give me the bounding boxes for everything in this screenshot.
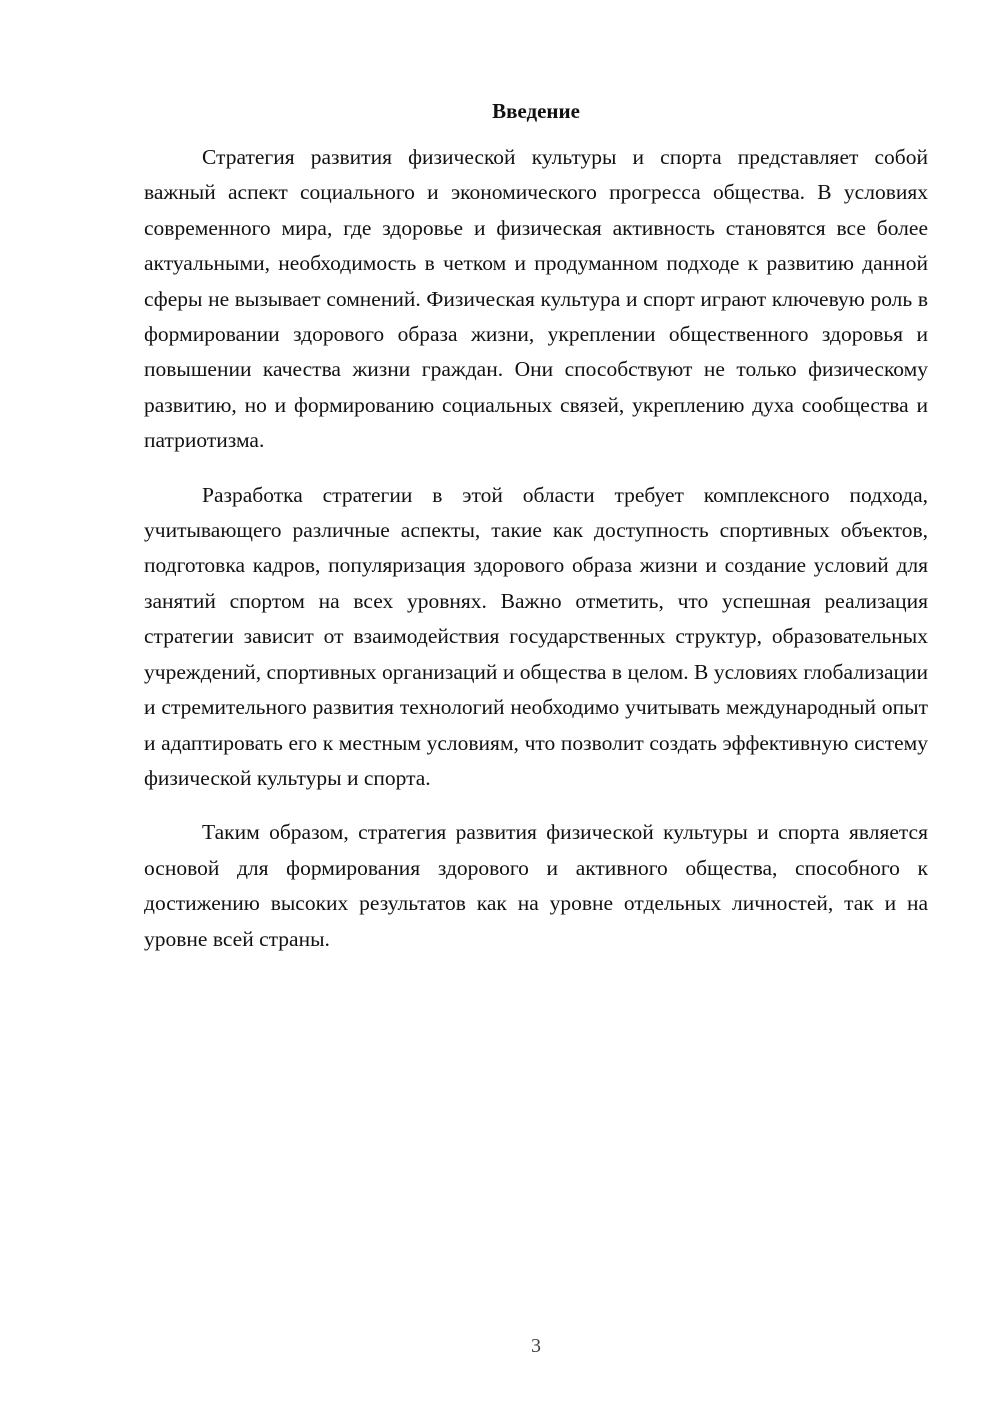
section-heading: Введение [492, 99, 580, 123]
paragraph-3: Таким образом, стратегия развития физической культуры и спорта является основой для формирования здорового и активного общества, способного к достижению высоких результатов как на уровне отдельных личностей, так и на уровне всей страны. [144, 820, 928, 951]
paragraph-2: Разработка стратегии в этой области требует комплексного подхода, учитывающего различные аспекты, такие как доступность спортивных объектов, подготовка кадров, популяризация здорового образа жизни и создание условий для занятий спортом на всех уровнях. Важно отметить, что успешная реализация стратегии зависит от взаимодействия государственных структур, образовательных учреждений, спортивных организаций и общества в целом. В условиях глобализации и стремительного развития технологий необходимо учитывать международный опыт и адаптировать его к местным условиям, что позволит создать эффективную систему физической культуры и спорта. [144, 482, 928, 790]
page-number: 3 [531, 1335, 541, 1357]
paragraph-1: Стратегия развития физической культуры и спорта представляет собой важный аспект социального и экономического прогресса общества. В условиях современного мира, где здоровье и физическая активность становятся все более актуальными, необходимость в четком и продуманном подходе к развитию данной сферы не вызывает сомнений. Физическая культура и спорт играют ключевую роль в формировании здорового образа жизни, укреплении общественного здоровья и повышении качества жизни граждан. Они способствуют не только физическому развитию, но и формированию социальных связей, укреплению духа сообщества и патриотизма. [144, 145, 928, 453]
page-content [144, 96, 928, 976]
